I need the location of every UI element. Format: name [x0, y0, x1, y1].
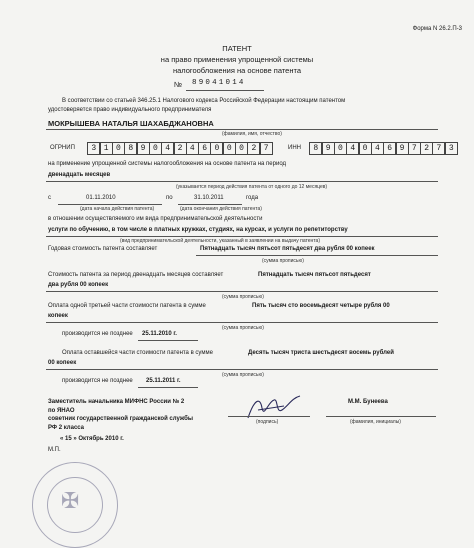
intro-line2: удостоверяется право индивидуального предпринимателя — [48, 107, 212, 113]
intro-line1: В соответствии со статьей 346.25.1 Налогового кодекса Российской Федерации настоящим патентом — [62, 98, 346, 104]
signature — [244, 392, 304, 422]
official-line3: советник государственной гражданской службы — [48, 416, 193, 422]
inn-digit: 2 — [420, 142, 433, 155]
deadline2-label: производится не позднее — [62, 378, 133, 384]
year-label: года — [246, 195, 259, 201]
holder-caption: (фамилия, имя, отчество) — [222, 131, 282, 137]
deadline2: 25.11.2011 г. — [146, 378, 181, 384]
activity: услуги по обучению, в том числе в платных кружках, студиях, на курсах, и услуги по репетиторству — [48, 227, 348, 233]
title-line2: на право применения упрощенной системы — [160, 55, 314, 64]
inn-digit: 4 — [346, 142, 359, 155]
official-line4: РФ 2 класса — [48, 424, 85, 431]
ogrnip-digit: 0 — [235, 142, 248, 155]
patent-title — [0, 44, 474, 75]
signature-caption: (подпись) — [256, 419, 279, 425]
inn-digit: 0 — [334, 142, 347, 155]
ogrnip-digit: 6 — [198, 142, 211, 155]
signer-underline — [326, 416, 436, 417]
inn-digit: 9 — [322, 142, 335, 155]
ogrnip-digit: 1 — [100, 142, 113, 155]
remaining-underline — [46, 369, 438, 370]
remaining-line2: 00 копеек — [48, 360, 77, 366]
official-line1: Заместитель начальника МИФНС России № 2 — [48, 399, 185, 405]
to-label: по — [166, 195, 173, 201]
annual-cost-label: Годовая стоимость патента составляет — [48, 246, 158, 252]
end-date: 31.10.2011 — [194, 195, 224, 201]
deadline1: 25.11.2010 г. — [142, 331, 177, 337]
start-date: 01.11.2010 — [86, 195, 116, 201]
form-number: Форма N 26.2.П-3 — [412, 26, 462, 32]
ogrnip-digit: 0 — [112, 142, 125, 155]
annual-cost-underline — [196, 255, 438, 256]
ogrnip-digit: 0 — [223, 142, 236, 155]
ogrnip-digit: 3 — [87, 142, 100, 155]
period-cost-line1: Пятнадцать тысяч пятьсот пятьдесят — [258, 272, 371, 278]
end-caption: (дата окончания действия патента) — [180, 206, 262, 212]
deadline2-underline — [138, 387, 198, 388]
inn-label: ИНН — [288, 145, 301, 151]
inn-digit: 8 — [309, 142, 322, 155]
inn-digit: 6 — [383, 142, 396, 155]
period-underline — [46, 181, 438, 182]
deadline1-label: производится не позднее — [62, 331, 133, 337]
inn-digit: 7 — [408, 142, 421, 155]
inn-digit: 3 — [445, 142, 458, 155]
deadline1-underline — [138, 340, 198, 341]
application-text: на применение упрощенной системы налогообложения на основе патента на период — [48, 161, 287, 167]
title-line3: налогообложения на основе патента — [172, 66, 302, 75]
from-label: с — [48, 195, 51, 201]
third-line1: Пять тысяч сто восемьдесят четыре рубля 00 — [252, 303, 390, 309]
activity-intro: в отношении осуществляемого им вида предпринимательской деятельности — [48, 216, 263, 222]
third-sum-caption: (сумма прописью) — [222, 325, 264, 331]
period-cost-label: Стоимость патента за период двенадцать месяцев составляет — [48, 272, 224, 278]
inn-digit: 4 — [371, 142, 384, 155]
eagle-emblem-icon: ✠ — [61, 489, 80, 514]
ogrnip-boxes — [88, 142, 273, 155]
signer-name: М.М. Бунеева — [348, 399, 388, 405]
third-underline — [46, 322, 438, 323]
signature-underline — [228, 416, 310, 417]
title-line1: ПАТЕНТ — [222, 44, 252, 53]
period-caption: (указывается период действия патента от одного до 12 месяцев) — [176, 184, 328, 190]
sign-date: « 15 » Октябрь 2010 г. — [60, 436, 124, 442]
patent-number-label: № — [174, 80, 183, 89]
ogrnip-digit: 7 — [260, 142, 273, 155]
period-cost-line2: два рубля 00 копеек — [48, 282, 109, 288]
patent-number: 89041014 — [192, 79, 246, 87]
inn-digit: 0 — [359, 142, 372, 155]
remaining-sum-caption: (сумма прописью) — [222, 372, 264, 378]
third-line2: копеек — [48, 313, 68, 319]
annual-sum-caption: (сумма прописью) — [262, 258, 304, 264]
ogrnip-digit: 4 — [186, 142, 199, 155]
ogrnip-digit: 0 — [149, 142, 162, 155]
holder-underline — [46, 129, 438, 130]
remaining-label: Оплата оставшейся части стоимости патента в сумме — [62, 350, 213, 356]
start-caption: (дата начала действия патента) — [80, 206, 155, 212]
patent-number-underline — [186, 90, 264, 91]
ogrnip-digit: 2 — [174, 142, 187, 155]
inn-boxes — [310, 142, 458, 155]
inn-digit: 9 — [396, 142, 409, 155]
period-sum-caption: (сумма прописью) — [222, 294, 264, 300]
remaining-line1: Десять тысяч триста шестьдесят восемь рублей — [248, 350, 394, 356]
activity-underline — [46, 236, 438, 237]
ogrnip-digit: 2 — [247, 142, 260, 155]
ogrnip-digit: 9 — [137, 142, 150, 155]
inn-digit: 7 — [432, 142, 445, 155]
ogrnip-digit: 8 — [124, 142, 137, 155]
holder-name: МОКРЫШЕВА НАТАЛЬЯ ШАХАБДЖАНОВНА — [48, 119, 214, 128]
ogrnip-digit: 4 — [161, 142, 174, 155]
period-cost-underline — [46, 291, 438, 292]
ogrnip-digit: 0 — [210, 142, 223, 155]
official-line2: по ЯНАО — [48, 407, 75, 414]
annual-cost: Пятнадцать тысяч пятьсот пятьдесят два рубля 00 копеек — [200, 246, 375, 252]
official-title — [48, 398, 193, 432]
start-underline — [58, 204, 162, 205]
mp-label: М.П. — [48, 447, 61, 453]
end-underline — [178, 204, 242, 205]
third-label: Оплата одной третьей части стоимости патента в сумме — [48, 303, 206, 309]
period: двенадцать месяцев — [48, 172, 111, 178]
activity-caption: (вид предпринимательской деятельности, указанный в заявлении на выдачу патента) — [120, 238, 320, 244]
ogrnip-label: ОГРНИП — [50, 145, 75, 151]
signer-caption: (фамилия, инициалы) — [350, 419, 401, 425]
official-stamp — [32, 462, 118, 548]
